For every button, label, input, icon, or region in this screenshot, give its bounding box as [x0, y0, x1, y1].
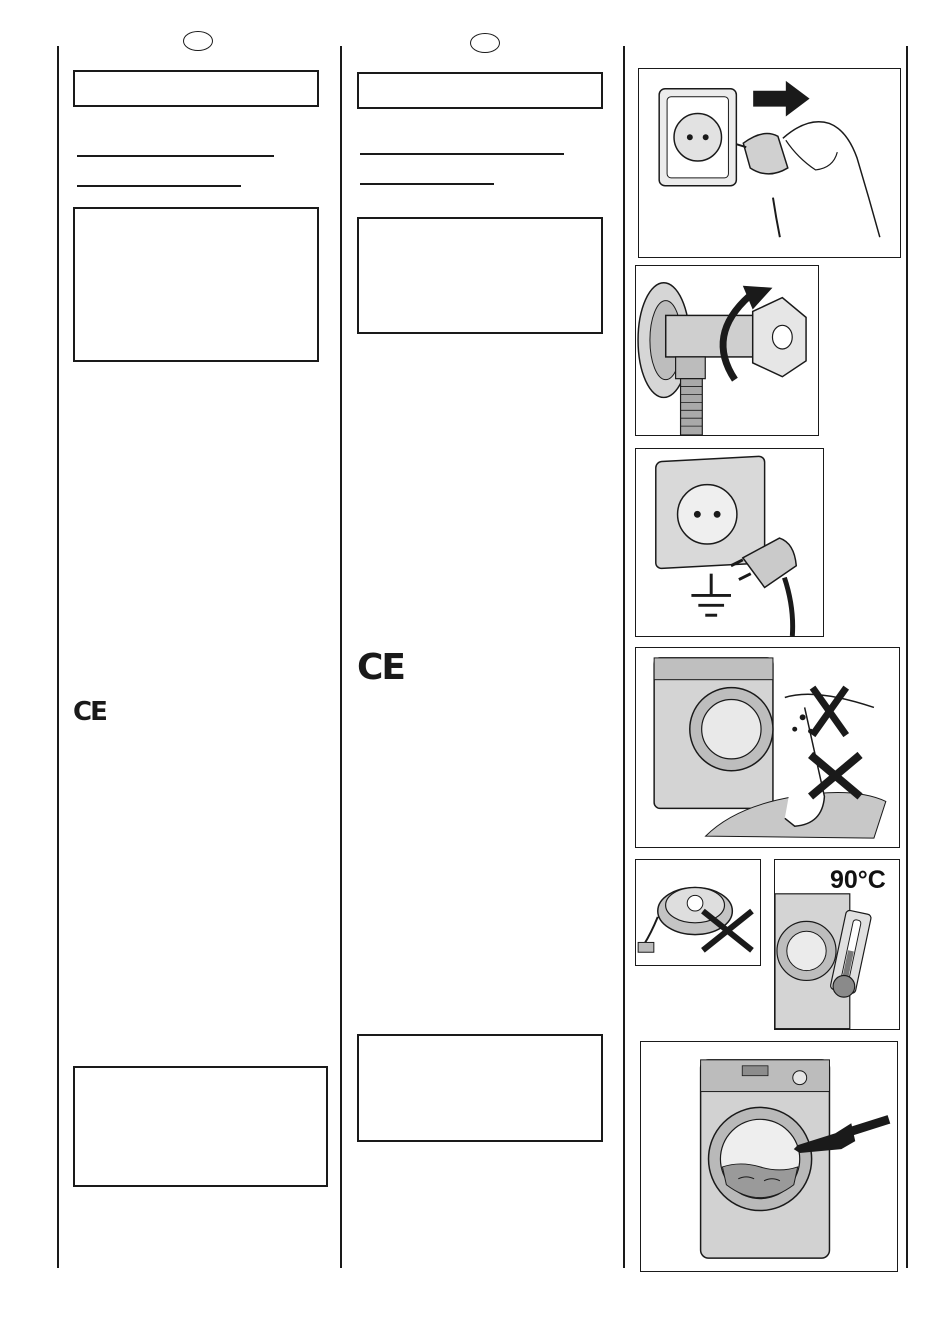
figure-hot-temperature — [774, 859, 900, 1030]
heading-underline-middle-1 — [360, 153, 564, 155]
figure-water-tap — [635, 265, 819, 436]
language-marker-left — [183, 31, 213, 51]
figure-no-extension-reel — [635, 859, 761, 966]
figure-unplug — [638, 68, 901, 258]
figure-no-wet-hands — [635, 647, 900, 848]
ce-mark-middle: CE — [357, 647, 405, 688]
section-title-box-left — [73, 70, 319, 107]
heading-underline-middle-2 — [360, 183, 494, 185]
ce-mark-left: CE — [73, 697, 106, 727]
warning-box-middle — [357, 217, 603, 334]
temperature-label: 90°C — [830, 866, 886, 894]
figure-water-in-drum — [640, 1041, 898, 1272]
language-marker-middle — [470, 33, 500, 53]
note-box-left — [73, 1066, 328, 1187]
heading-underline-left-1 — [77, 155, 274, 157]
column-divider-right — [623, 46, 625, 1268]
column-divider-middle — [340, 46, 342, 1268]
section-title-box-middle — [357, 72, 603, 109]
column-divider-left — [57, 46, 59, 1268]
heading-underline-left-2 — [77, 185, 241, 187]
warning-box-left — [73, 207, 319, 362]
arrow-icon — [753, 81, 809, 117]
figure-earthed-socket — [635, 448, 824, 637]
cross-icon — [813, 688, 847, 736]
column-divider-edge — [906, 46, 908, 1268]
note-box-middle — [357, 1034, 603, 1142]
ground-symbol-icon — [691, 574, 731, 616]
